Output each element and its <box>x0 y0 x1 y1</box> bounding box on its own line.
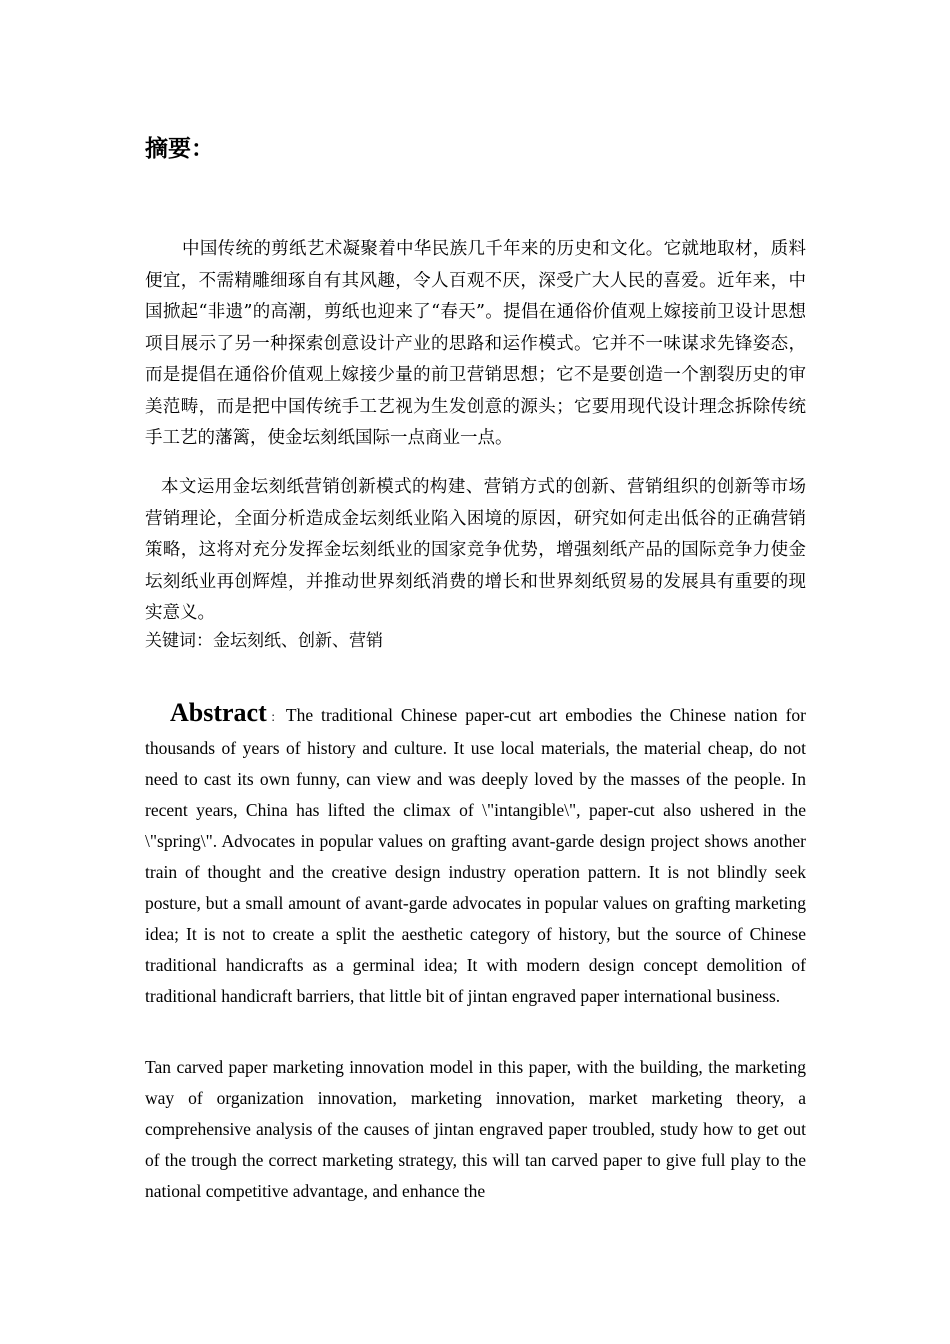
abstract-label-en: Abstract <box>170 698 267 727</box>
keywords-value: 金坛刻纸、创新、营销 <box>213 631 383 651</box>
english-abstract-text-1: The traditional Chinese paper-cut art embodies the Chinese nation for thousands of years of history and culture. It use local materials, the material cheap, do not need to cast its own funny, can view and was deeply loved by the masses of the people. In recent years, China has lifted the climax of \"intangible\", paper-cut also ushered in the \"spring\". Advocates in popular values on grafting avant-garde design project shows another train of thought and the creative design industry operation pattern. It is not blindly seek posture, but a small amount of avant-garde advocates in popular values on grafting marketing idea; It is not to create a split the aesthetic category of history, but the source of Chinese traditional handicrafts as a germinal idea; It with modern design concept demolition of traditional handicraft barriers, that little bit of jintan engraved paper international business. <box>145 705 806 1006</box>
english-abstract-paragraph-1 <box>145 697 806 1012</box>
abstract-heading-cn: 摘要： <box>145 136 214 162</box>
chinese-abstract-paragraph-1: 中国传统的剪纸艺术凝聚着中华民族几千年来的历史和文化。它就地取材，质料便宜，不需精雕细琢自有其风趣，令人百观不厌，深受广大人民的喜爱。近年来，中国掀起“非遗”的高潮，剪纸也迎来了“春天”。提倡在通俗价值观上嫁接前卫设计思想项目展示了另一种探索创意设计产业的思路和运作模式。它并不一味谋求先锋姿态，而是提倡在通俗价值观上嫁接少量的前卫营销思想；它不是要创造一个割裂历史的审美范畴，而是把中国传统手工艺视为生发创意的源头；它要用现代设计理念拆除传统手工艺的藩篱，使金坛刻纸国际一点商业一点。 <box>145 239 806 448</box>
abstract-label-separator: ： <box>266 710 286 724</box>
keywords-line <box>145 626 383 656</box>
chinese-abstract-paragraph-2: 本文运用金坛刻纸营销创新模式的构建、营销方式的创新、营销组织的创新等市场营销理论，全面分析造成金坛刻纸业陷入困境的原因，研究如何走出低谷的正确营销策略，这将对充分发挥金坛刻纸业的国家竞争优势，增强刻纸产品的国际竞争力使金坛刻纸业再创辉煌，并推动世界刻纸消费的增长和世界刻纸贸易的发展具有重要的现实意义。 <box>145 477 806 623</box>
keywords-label: 关键词： <box>145 631 213 651</box>
english-abstract-paragraph-2: Tan carved paper marketing innovation model in this paper, with the building, the marketing way of organization innovation, marketing innovation, market marketing theory, a comprehensive analysis of the causes of jintan engraved paper troubled, study how to get out of the trough the correct marketing strategy, this will tan carved paper to give full play to the national competitive advantage, and enhance the <box>145 1057 806 1201</box>
